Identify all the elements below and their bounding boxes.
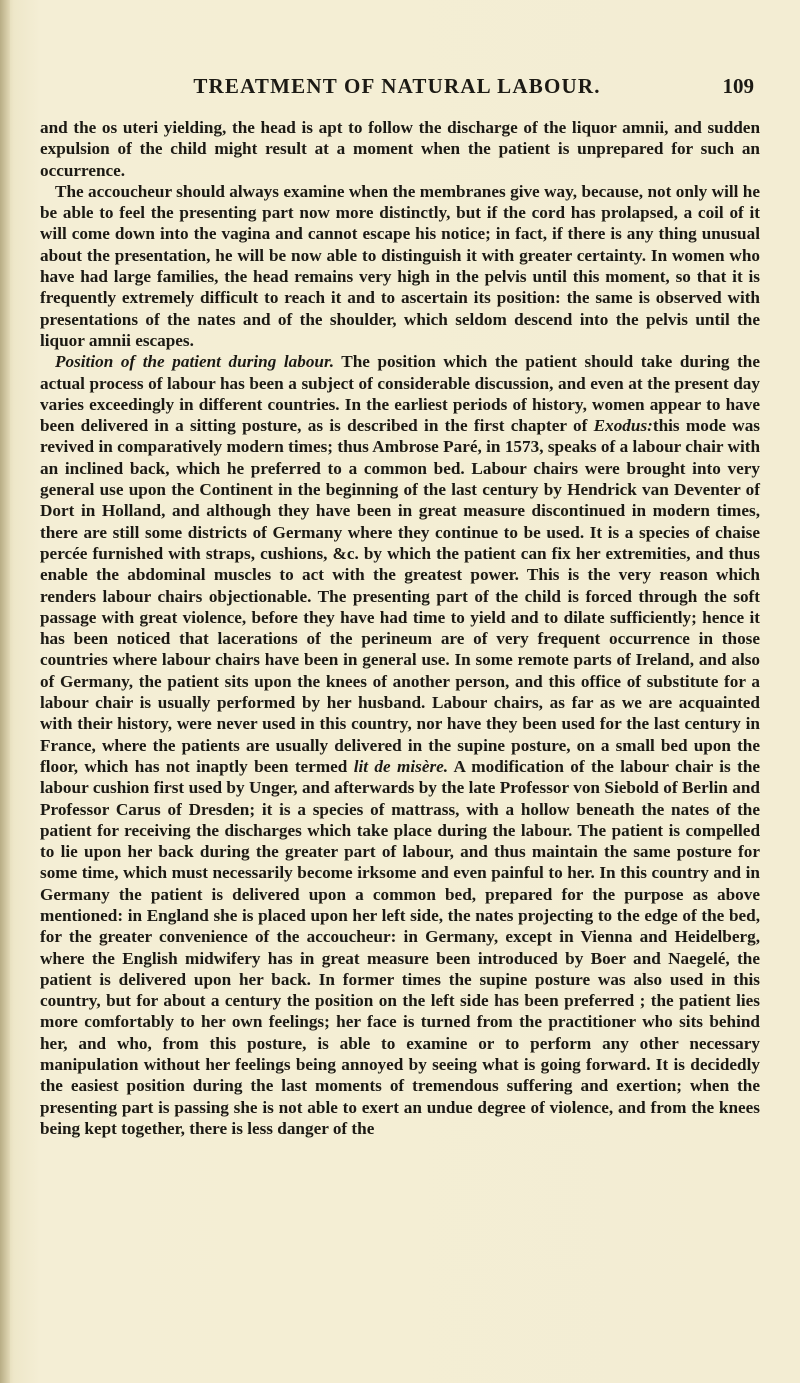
section-heading: Position of the patient during labour. <box>55 352 335 372</box>
french-term: lit de misère. <box>353 756 449 776</box>
paragraph-position <box>40 351 760 1139</box>
paragraph-text: this mode was revived in comparatively modern times; thus Ambrose Paré, in 1573, speaks of a labour chair with an inclined back, which he preferred to a common bed. Labour chairs were brought into very general use upon the Continent in the beginning of the last century by Hendrick van Deventer of Dort in Holland, and although they have been in great measure discontinued in modern times, there are still some districts of Germany where they continue to be used. It is a species of chaise percée furnished with straps, cushions, &c. by which the patient can fix her extremities, and thus enable the abdominal muscles to act with the greatest power. This is the very reason which renders labour chairs objectionable. The presenting part of the child is forced through the soft passage with great violence, before they have had time to yield and to dilate sufficiently; hence it has been noticed that lacerations of the perineum are of very frequent occurrence in those countries where labour chairs have been in general use. In some remote parts of Ireland, and also of Germany, the patient sits upon the knees of another person, and this office of substitute for a labour chair is usually performed by her husband. Labour chairs, as far as we are acquainted with their history, were never used in this country, nor have they been used for the last century in France, where the patients are usually delivered in the supine posture, on a small bed upon the floor, which has not inaptly been termed <box>40 416 760 776</box>
paragraph-text: A modification of the labour chair is the labour cushion first used by Unger, and afterwards by the late Professor von Siebold of Berlin and Professor Carus of Dresden; it is a species of mattrass, with a hollow beneath the nates of the patient for receiving the discharges which take place during the labour. The patient is compelled to lie upon her back during the greater part of labour, and thus maintain the same posture for some time, which must necessarily become irksome and even painful to her. In this country and in Germany the patient is delivered upon a common bed, prepared for the purpose as above mentioned: in England she is placed upon her left side, the nates projecting to the edge of the bed, for the greater convenience of the accoucheur: in Germany, except in Vienna and Heidelberg, where the English midwifery has in great measure been introduced by Boer and Naegelé, the patient is delivered upon her back. In former times the supine posture was also used in this country, but for about a century the position on the left side has been preferred ; the patient lies more comfortably to her own feelings; her face is turned from the practitioner who sits behind her, and who, from this posture, is able to examine or to perform any other necessary manipulation without her feelings being annoyed by seeing what is going forward. It is decidedly the easiest position during the last moments of tremendous suffering and exertion; when the presenting part is passing she is not able to exert an undue degree of violence, and from the knees being kept together, there is less danger of the <box>40 756 761 1138</box>
book-title-exodus: Exodus: <box>593 416 653 436</box>
paragraph-continued: and the os uteri yielding, the head is apt to follow the discharge of the liquor amnii, and sudden expulsion of the child might result at a moment when the patient is unprepared for such an occurrence. <box>40 118 760 180</box>
page-header <box>40 74 792 102</box>
page-binding-edge <box>0 0 10 1383</box>
paragraph-text: The position which the patient should take during the actual process of labour has been a subject of considerable discussion, and even at the present day varies exceedingly in different countries. In the earliest periods of history, women appear to have been delivered in a sitting posture, as is described in the first chapter of <box>40 352 760 436</box>
running-head: TREATMENT OF NATURAL LABOUR. <box>193 74 601 98</box>
body-text <box>40 117 760 1139</box>
paragraph-accoucheur: The accoucheur should always examine when the membranes give way, because, not only will he be able to feel the presenting part now more distinctly, but if the cord has prolapsed, a coil of it will come down into the vagina and cannot escape his notice; in fact, if there is any thing unusual about the presentation, he will be now able to distinguish it with greater certainty. In women who have had large families, the head remains very high in the pelvis until this moment, so that it is frequently extremely difficult to reach it and to ascertain its position: the same is observed with presentations of the nates and of the shoulder, which seldom descend into the pelvis until the liquor amnii escapes. <box>40 181 760 350</box>
page-number: 109 <box>722 74 754 98</box>
